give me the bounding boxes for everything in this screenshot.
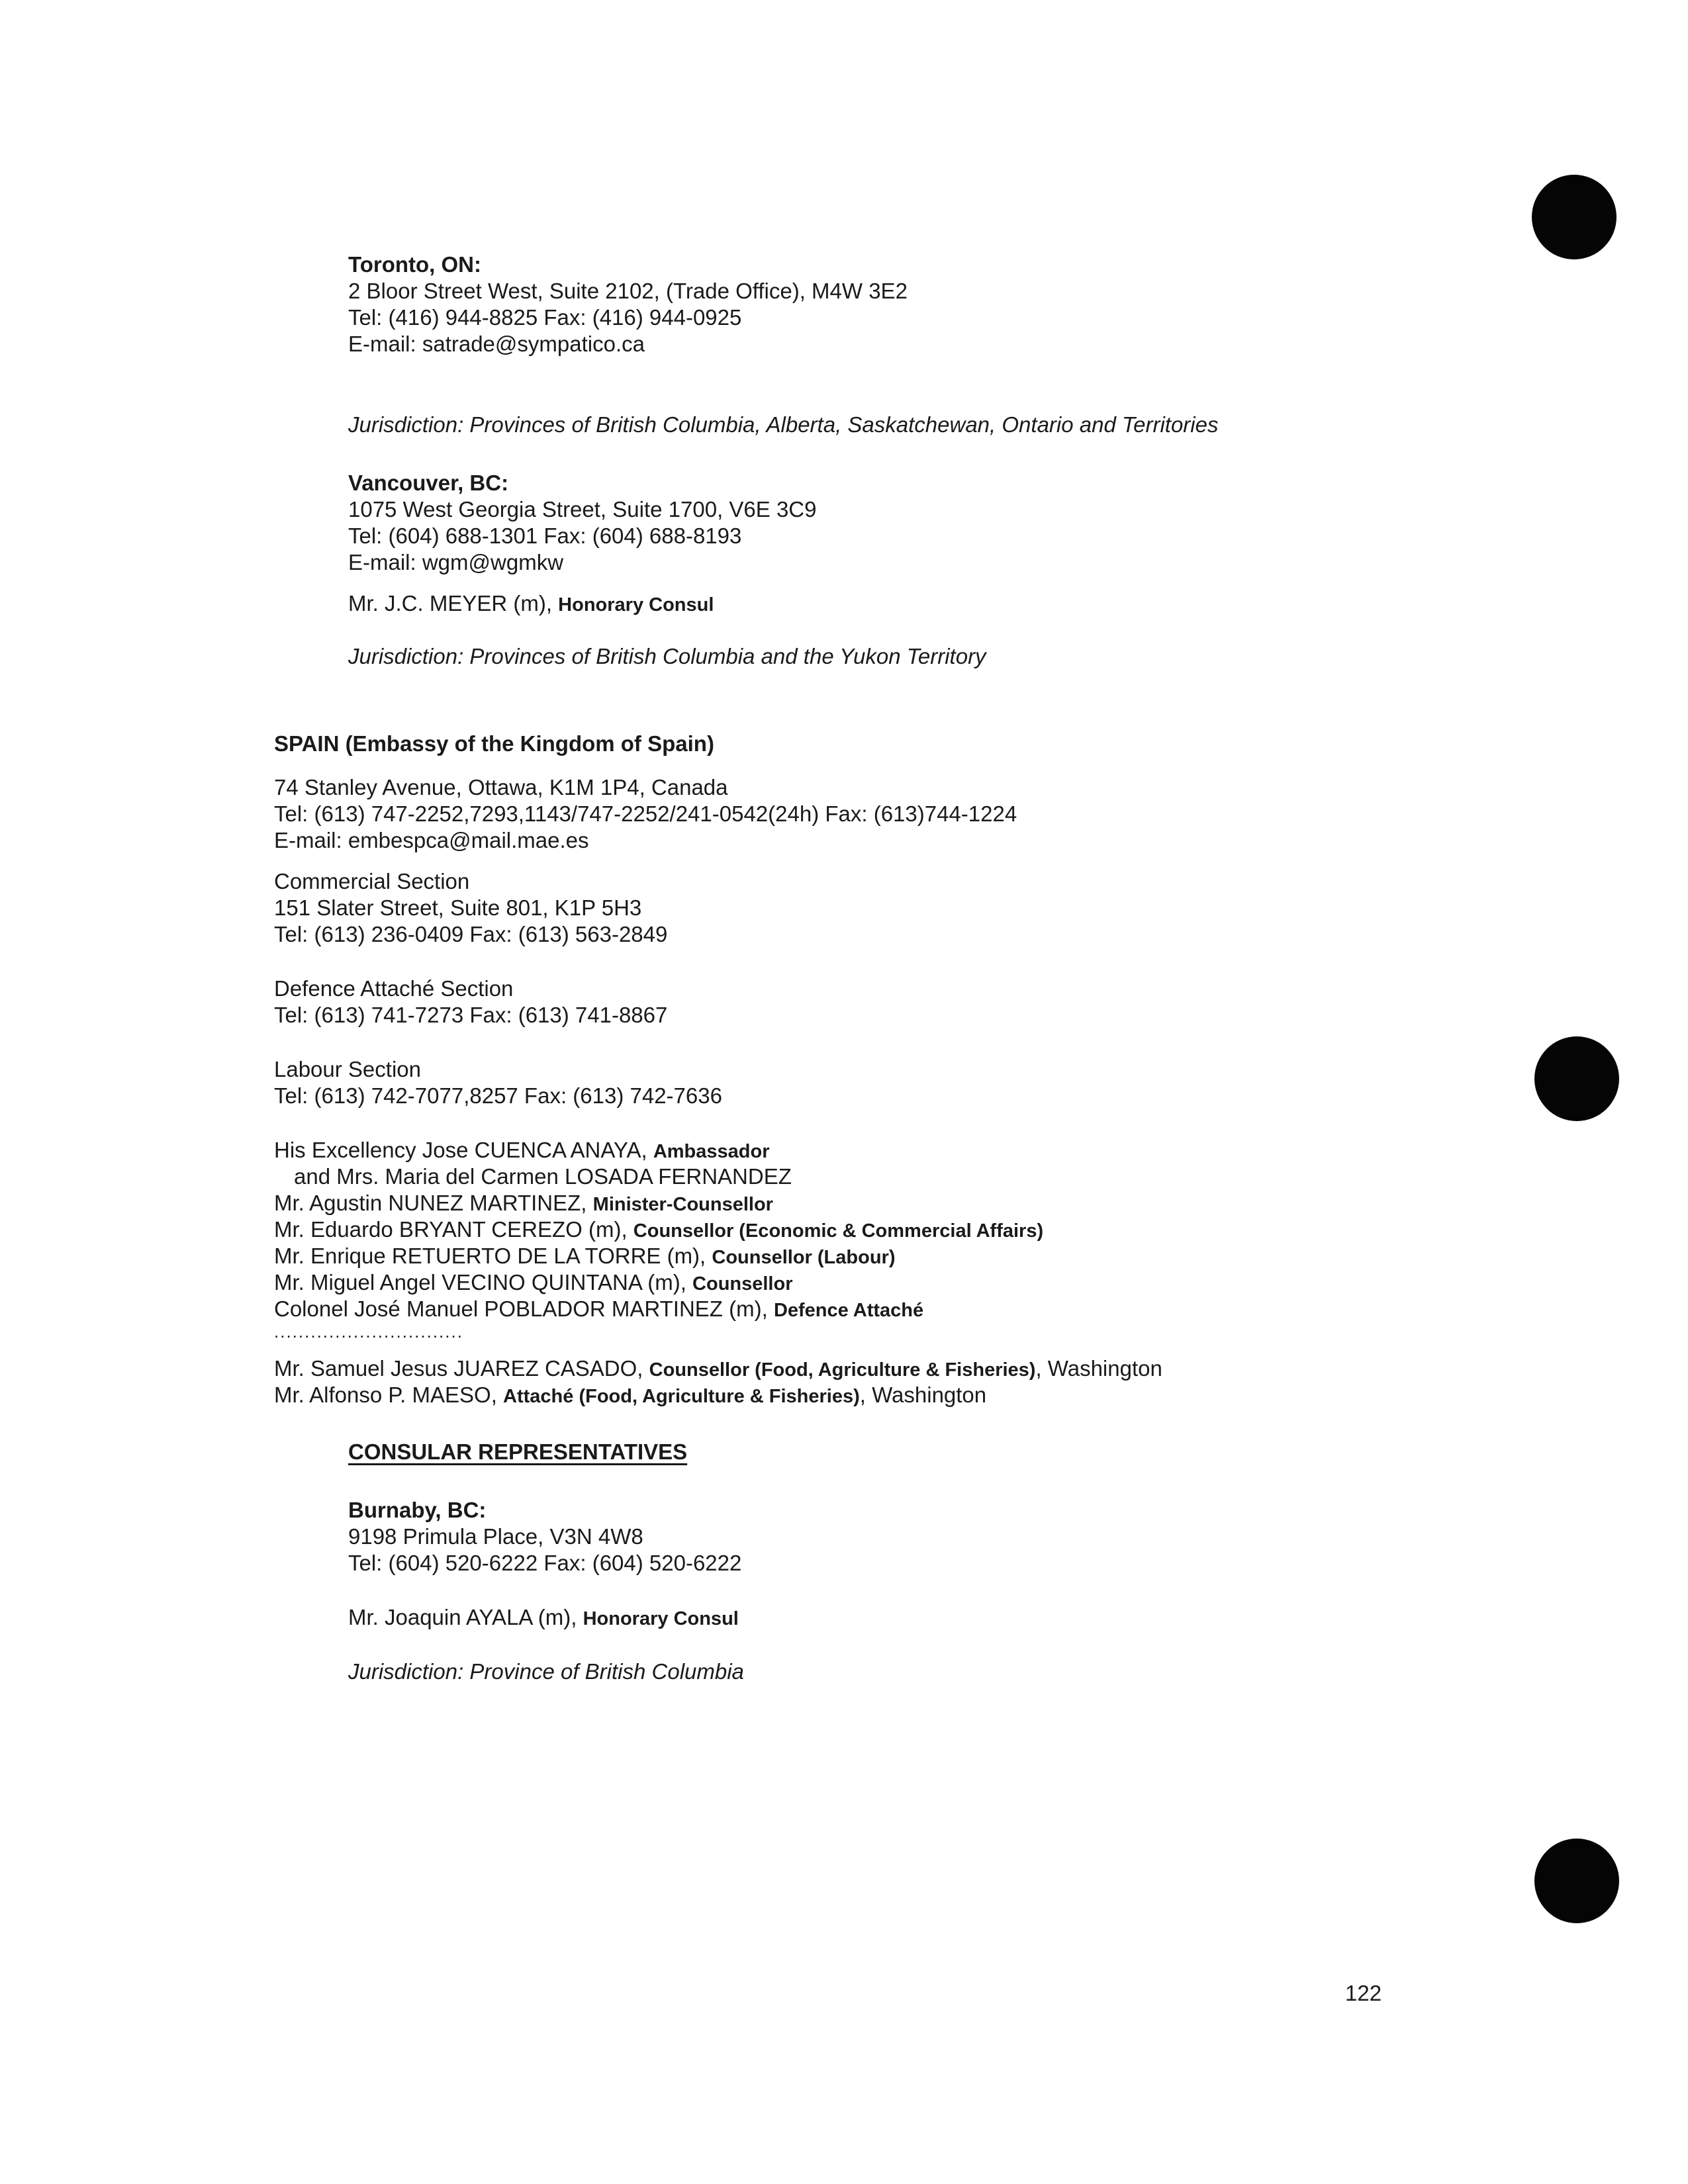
staff-name: and Mrs. Maria del Carmen LOSADA FERNANDEZ	[294, 1164, 792, 1189]
staff-entry	[274, 1216, 1043, 1244]
staff-name: Mr. Enrique RETUERTO DE LA TORRE (m),	[274, 1244, 706, 1268]
defence-section-tel-fax: Tel: (613) 741-7273 Fax: (613) 741-8867	[274, 1003, 668, 1027]
spain-heading: SPAIN (Embassy of the Kingdom of Spain)	[274, 731, 714, 756]
burnaby-consul	[348, 1604, 739, 1632]
burnaby-jurisdiction: Jurisdiction: Province of British Columbia	[348, 1659, 744, 1684]
washington-name: Mr. Alfonso P. MAESO,	[274, 1383, 497, 1407]
staff-title: Counsellor (Labour)	[712, 1247, 896, 1268]
staff-name: His Excellency Jose CUENCA ANAYA,	[274, 1138, 647, 1162]
commercial-section-address: 151 Slater Street, Suite 801, K1P 5H3	[274, 895, 642, 920]
washington-title: Counsellor (Food, Agriculture & Fisheries)	[649, 1359, 1036, 1381]
staff-entry	[274, 1269, 793, 1297]
vancouver-consul	[348, 590, 714, 618]
staff-entry	[274, 1243, 896, 1271]
vancouver-heading: Vancouver, BC:	[348, 471, 509, 495]
page-number: 122	[1345, 1981, 1382, 2005]
vancouver-consul-name: Mr. J.C. MEYER (m),	[348, 591, 552, 615]
vancouver-email: E-mail: wgm@wgmkw	[348, 550, 564, 574]
consular-heading: CONSULAR REPRESENTATIVES	[348, 1439, 688, 1464]
defence-section-title: Defence Attaché Section	[274, 976, 514, 1001]
spain-email: E-mail: embespca@mail.mae.es	[274, 828, 589, 852]
burnaby-consul-name: Mr. Joaquin AYALA (m),	[348, 1605, 577, 1629]
toronto-heading: Toronto, ON:	[348, 252, 481, 277]
staff-title: Defence Attaché	[773, 1300, 924, 1321]
staff-name: Colonel José Manuel POBLADOR MARTINEZ (m),	[274, 1297, 768, 1321]
washington-title: Attaché (Food, Agriculture & Fisheries)	[503, 1386, 860, 1407]
washington-suffix: , Washington	[1035, 1356, 1162, 1381]
staff-entry	[274, 1190, 773, 1218]
burnaby-consul-title: Honorary Consul	[583, 1608, 739, 1629]
burnaby-address: 9198 Primula Place, V3N 4W8	[348, 1524, 643, 1549]
labour-section-tel-fax: Tel: (613) 742-7077,8257 Fax: (613) 742-7636	[274, 1083, 722, 1108]
binder-hole-middle	[1534, 1036, 1619, 1121]
labour-section-title: Labour Section	[274, 1057, 421, 1081]
commercial-section-tel-fax: Tel: (613) 236-0409 Fax: (613) 563-2849	[274, 922, 668, 946]
spain-address: 74 Stanley Avenue, Ottawa, K1M 1P4, Canada	[274, 775, 728, 799]
binder-hole-top	[1532, 175, 1617, 259]
washington-entry	[274, 1355, 1162, 1383]
burnaby-heading: Burnaby, BC:	[348, 1498, 487, 1522]
separator-dots: ...............................	[274, 1322, 463, 1342]
burnaby-tel-fax: Tel: (604) 520-6222 Fax: (604) 520-6222	[348, 1551, 742, 1575]
staff-name: Mr. Miguel Angel VECINO QUINTANA (m),	[274, 1270, 686, 1295]
staff-title: Ambassador	[653, 1141, 770, 1162]
vancouver-tel-fax: Tel: (604) 688-1301 Fax: (604) 688-8193	[348, 523, 742, 548]
staff-entry	[274, 1137, 769, 1165]
washington-name: Mr. Samuel Jesus JUAREZ CASADO,	[274, 1356, 643, 1381]
staff-name: Mr. Eduardo BRYANT CEREZO (m),	[274, 1217, 628, 1242]
commercial-section-title: Commercial Section	[274, 869, 470, 893]
staff-title: Minister-Counsellor	[592, 1194, 773, 1215]
staff-title: Counsellor	[692, 1273, 793, 1295]
spain-tel-fax: Tel: (613) 747-2252,7293,1143/747-2252/241-0542(24h) Fax: (613)744-1224	[274, 801, 1017, 826]
toronto-tel-fax: Tel: (416) 944-8825 Fax: (416) 944-0925	[348, 305, 742, 330]
toronto-email: E-mail: satrade@sympatico.ca	[348, 332, 645, 356]
staff-title: Counsellor (Economic & Commercial Affairs)	[633, 1220, 1044, 1242]
toronto-jurisdiction: Jurisdiction: Provinces of British Columbia, Alberta, Saskatchewan, Ontario and Territories	[348, 412, 1219, 437]
staff-entry	[294, 1163, 792, 1190]
staff-name: Mr. Agustin NUNEZ MARTINEZ,	[274, 1191, 587, 1215]
toronto-address: 2 Bloor Street West, Suite 2102, (Trade Office), M4W 3E2	[348, 279, 908, 303]
vancouver-jurisdiction: Jurisdiction: Provinces of British Columbia and the Yukon Territory	[348, 644, 986, 668]
washington-suffix: , Washington	[859, 1383, 987, 1407]
washington-entry	[274, 1382, 986, 1410]
binder-hole-bottom	[1534, 1839, 1619, 1923]
vancouver-consul-title: Honorary Consul	[558, 594, 714, 615]
vancouver-address: 1075 West Georgia Street, Suite 1700, V6E 3C9	[348, 497, 817, 522]
